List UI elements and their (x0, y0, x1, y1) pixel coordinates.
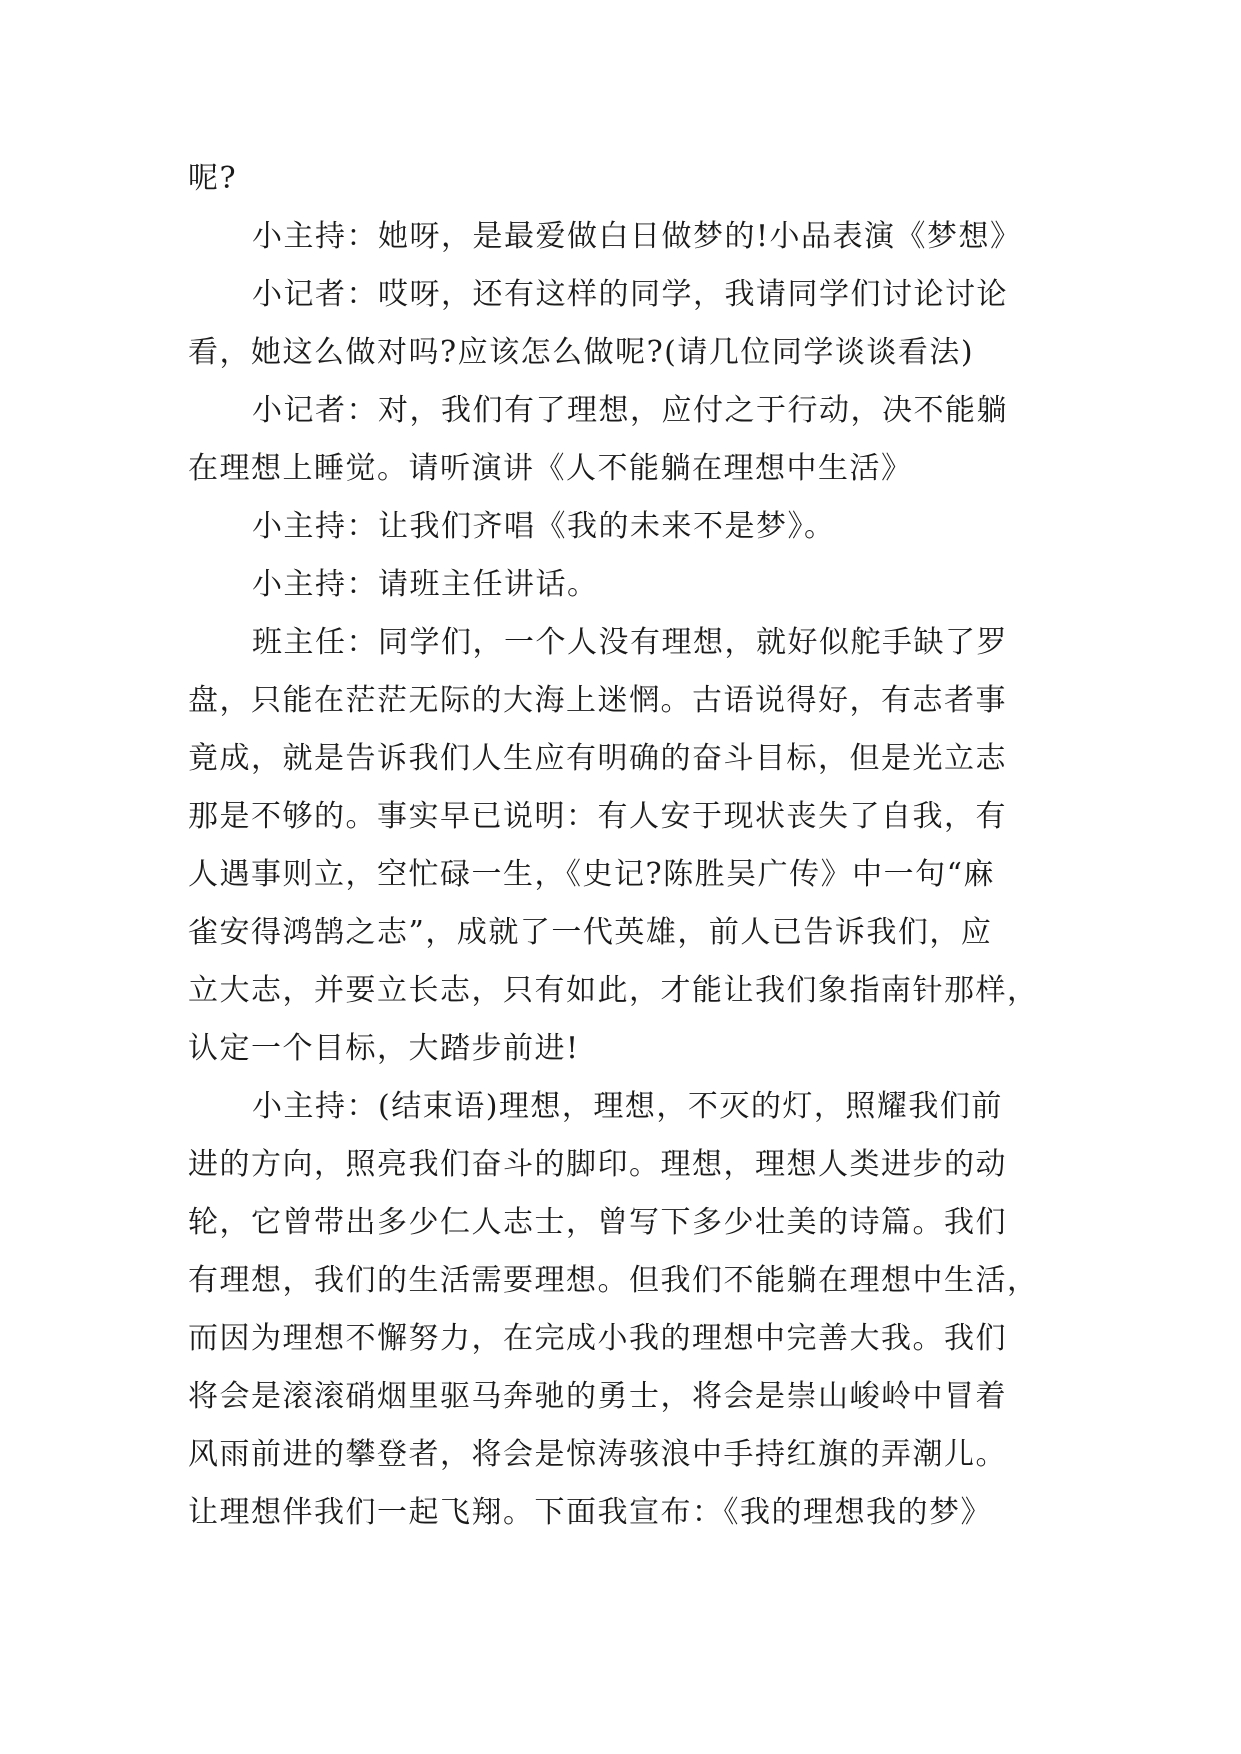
text-line: 小主持：(结束语)理想，理想，不灭的灯，照耀我们前 (252, 1089, 1003, 1124)
text-line: 小主持：她呀，是最爱做白日做梦的!小品表演《梦想》 (252, 219, 1022, 254)
text-line: 小主持：请班主任讲话。 (252, 567, 599, 602)
text-line: 小记者：哎呀，还有这样的同学，我请同学们讨论讨论 (252, 277, 1008, 312)
text-line: 小主持：让我们齐唱《我的未来不是梦》。 (252, 509, 836, 544)
text-line: 进的方向，照亮我们奋斗的脚印。理想，理想人类进步的动 (188, 1147, 1007, 1182)
text-line: 盘，只能在茫茫无际的大海上迷惘。古语说得好，有志者事 (188, 683, 1007, 718)
text-line: 将会是滚滚硝烟里驱马奔驰的勇士，将会是崇山峻岭中冒着 (188, 1379, 1007, 1414)
text-line: 立大志，并要立长志，只有如此，才能让我们象指南针那样， (188, 973, 1039, 1008)
text-line: 看，她这么做对吗?应该怎么做呢?(请几位同学谈谈看法) (188, 335, 975, 370)
text-line: 有理想，我们的生活需要理想。但我们不能躺在理想中生活， (188, 1263, 1039, 1298)
text-line: 而因为理想不懈努力，在完成小我的理想中完善大我。我们 (188, 1321, 1007, 1356)
text-line: 风雨前进的攀登者，将会是惊涛骇浪中手持红旗的弄潮儿。 (188, 1437, 1007, 1472)
text-line: 呢? (188, 161, 238, 196)
text-line: 在理想上睡觉。请听演讲《人不能躺在理想中生活》 (188, 451, 913, 486)
text-line: 让理想伴我们一起飞翔。下面我宣布：《我的理想我的梦》 (188, 1495, 992, 1530)
text-line: 认定一个目标，大踏步前进! (188, 1031, 580, 1066)
text-line: 人遇事则立，空忙碌一生，《史记?陈胜吴广传》中一句“麻 (188, 857, 995, 892)
text-line: 竟成，就是告诉我们人生应有明确的奋斗目标，但是光立志 (188, 741, 1007, 776)
text-line: 小记者：对，我们有了理想，应付之于行动，决不能躺 (252, 393, 1008, 428)
text-line: 那是不够的。事实早已说明：有人安于现状丧失了自我，有 (188, 799, 1007, 834)
text-line: 班主任：同学们，一个人没有理想，就好似舵手缺了罗 (252, 625, 1008, 660)
text-line: 雀安得鸿鹄之志”，成就了一代英雄，前人已告诉我们，应 (188, 915, 993, 950)
text-line: 轮，它曾带出多少仁人志士，曾写下多少壮美的诗篇。我们 (188, 1205, 1007, 1240)
document-body (188, 150, 1068, 1542)
